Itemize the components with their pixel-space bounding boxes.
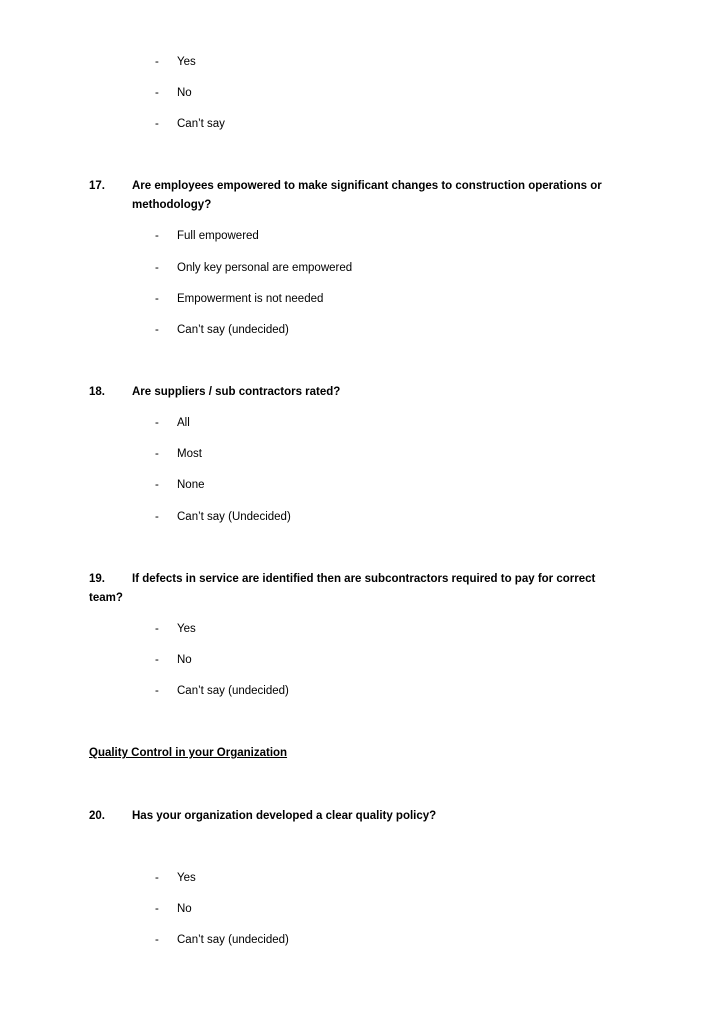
question-number: 17. [89,180,105,192]
option-dash: - [155,934,159,946]
question-number: 20. [89,810,105,822]
option-dash: - [155,417,159,429]
option-no: No [177,87,192,99]
question-text-line2: team? [89,592,123,604]
option-dash: - [155,324,159,336]
option-dash: - [155,511,159,523]
option-full-empowered: Full empowered [177,230,259,242]
option-no: No [177,903,192,915]
option-dash: - [155,293,159,305]
section-heading: Quality Control in your Organization [89,747,288,759]
question-text: Are suppliers / sub contractors rated? [132,386,341,398]
option-dash: - [155,262,159,274]
option-cant-say: Can’t say [177,118,225,130]
option-dash: - [155,623,159,635]
option-cant-say: Can’t say (undecided) [177,324,289,336]
option-all: All [177,417,190,429]
option-dash: - [155,448,159,460]
option-yes: Yes [177,623,196,635]
option-none: None [177,479,205,491]
option-cant-say: Can’t say (undecided) [177,685,289,697]
option-dash: - [155,685,159,697]
option-not-needed: Empowerment is not needed [177,293,324,305]
question-text-line2: methodology? [132,199,212,211]
option-yes: Yes [177,872,196,884]
option-most: Most [177,448,202,460]
question-text-line1: Are employees empowered to make significant changes to construction operations or [132,180,602,192]
question-text-line1: If defects in service are identified then are subcontractors required to pay for correct [132,573,596,585]
option-dash: - [155,56,159,68]
question-text: Has your organization developed a clear quality policy? [132,810,437,822]
option-yes: Yes [177,56,196,68]
option-dash: - [155,903,159,915]
option-dash: - [155,87,159,99]
option-cant-say: Can’t say (undecided) [177,934,289,946]
option-dash: - [155,654,159,666]
question-number: 18. [89,386,105,398]
option-dash: - [155,118,159,130]
option-dash: - [155,872,159,884]
question-number: 19. [89,573,105,585]
option-dash: - [155,479,159,491]
option-cant-say: Can’t say (Undecided) [177,511,291,523]
option-dash: - [155,230,159,242]
option-no: No [177,654,192,666]
option-key-personal: Only key personal are empowered [177,262,353,274]
